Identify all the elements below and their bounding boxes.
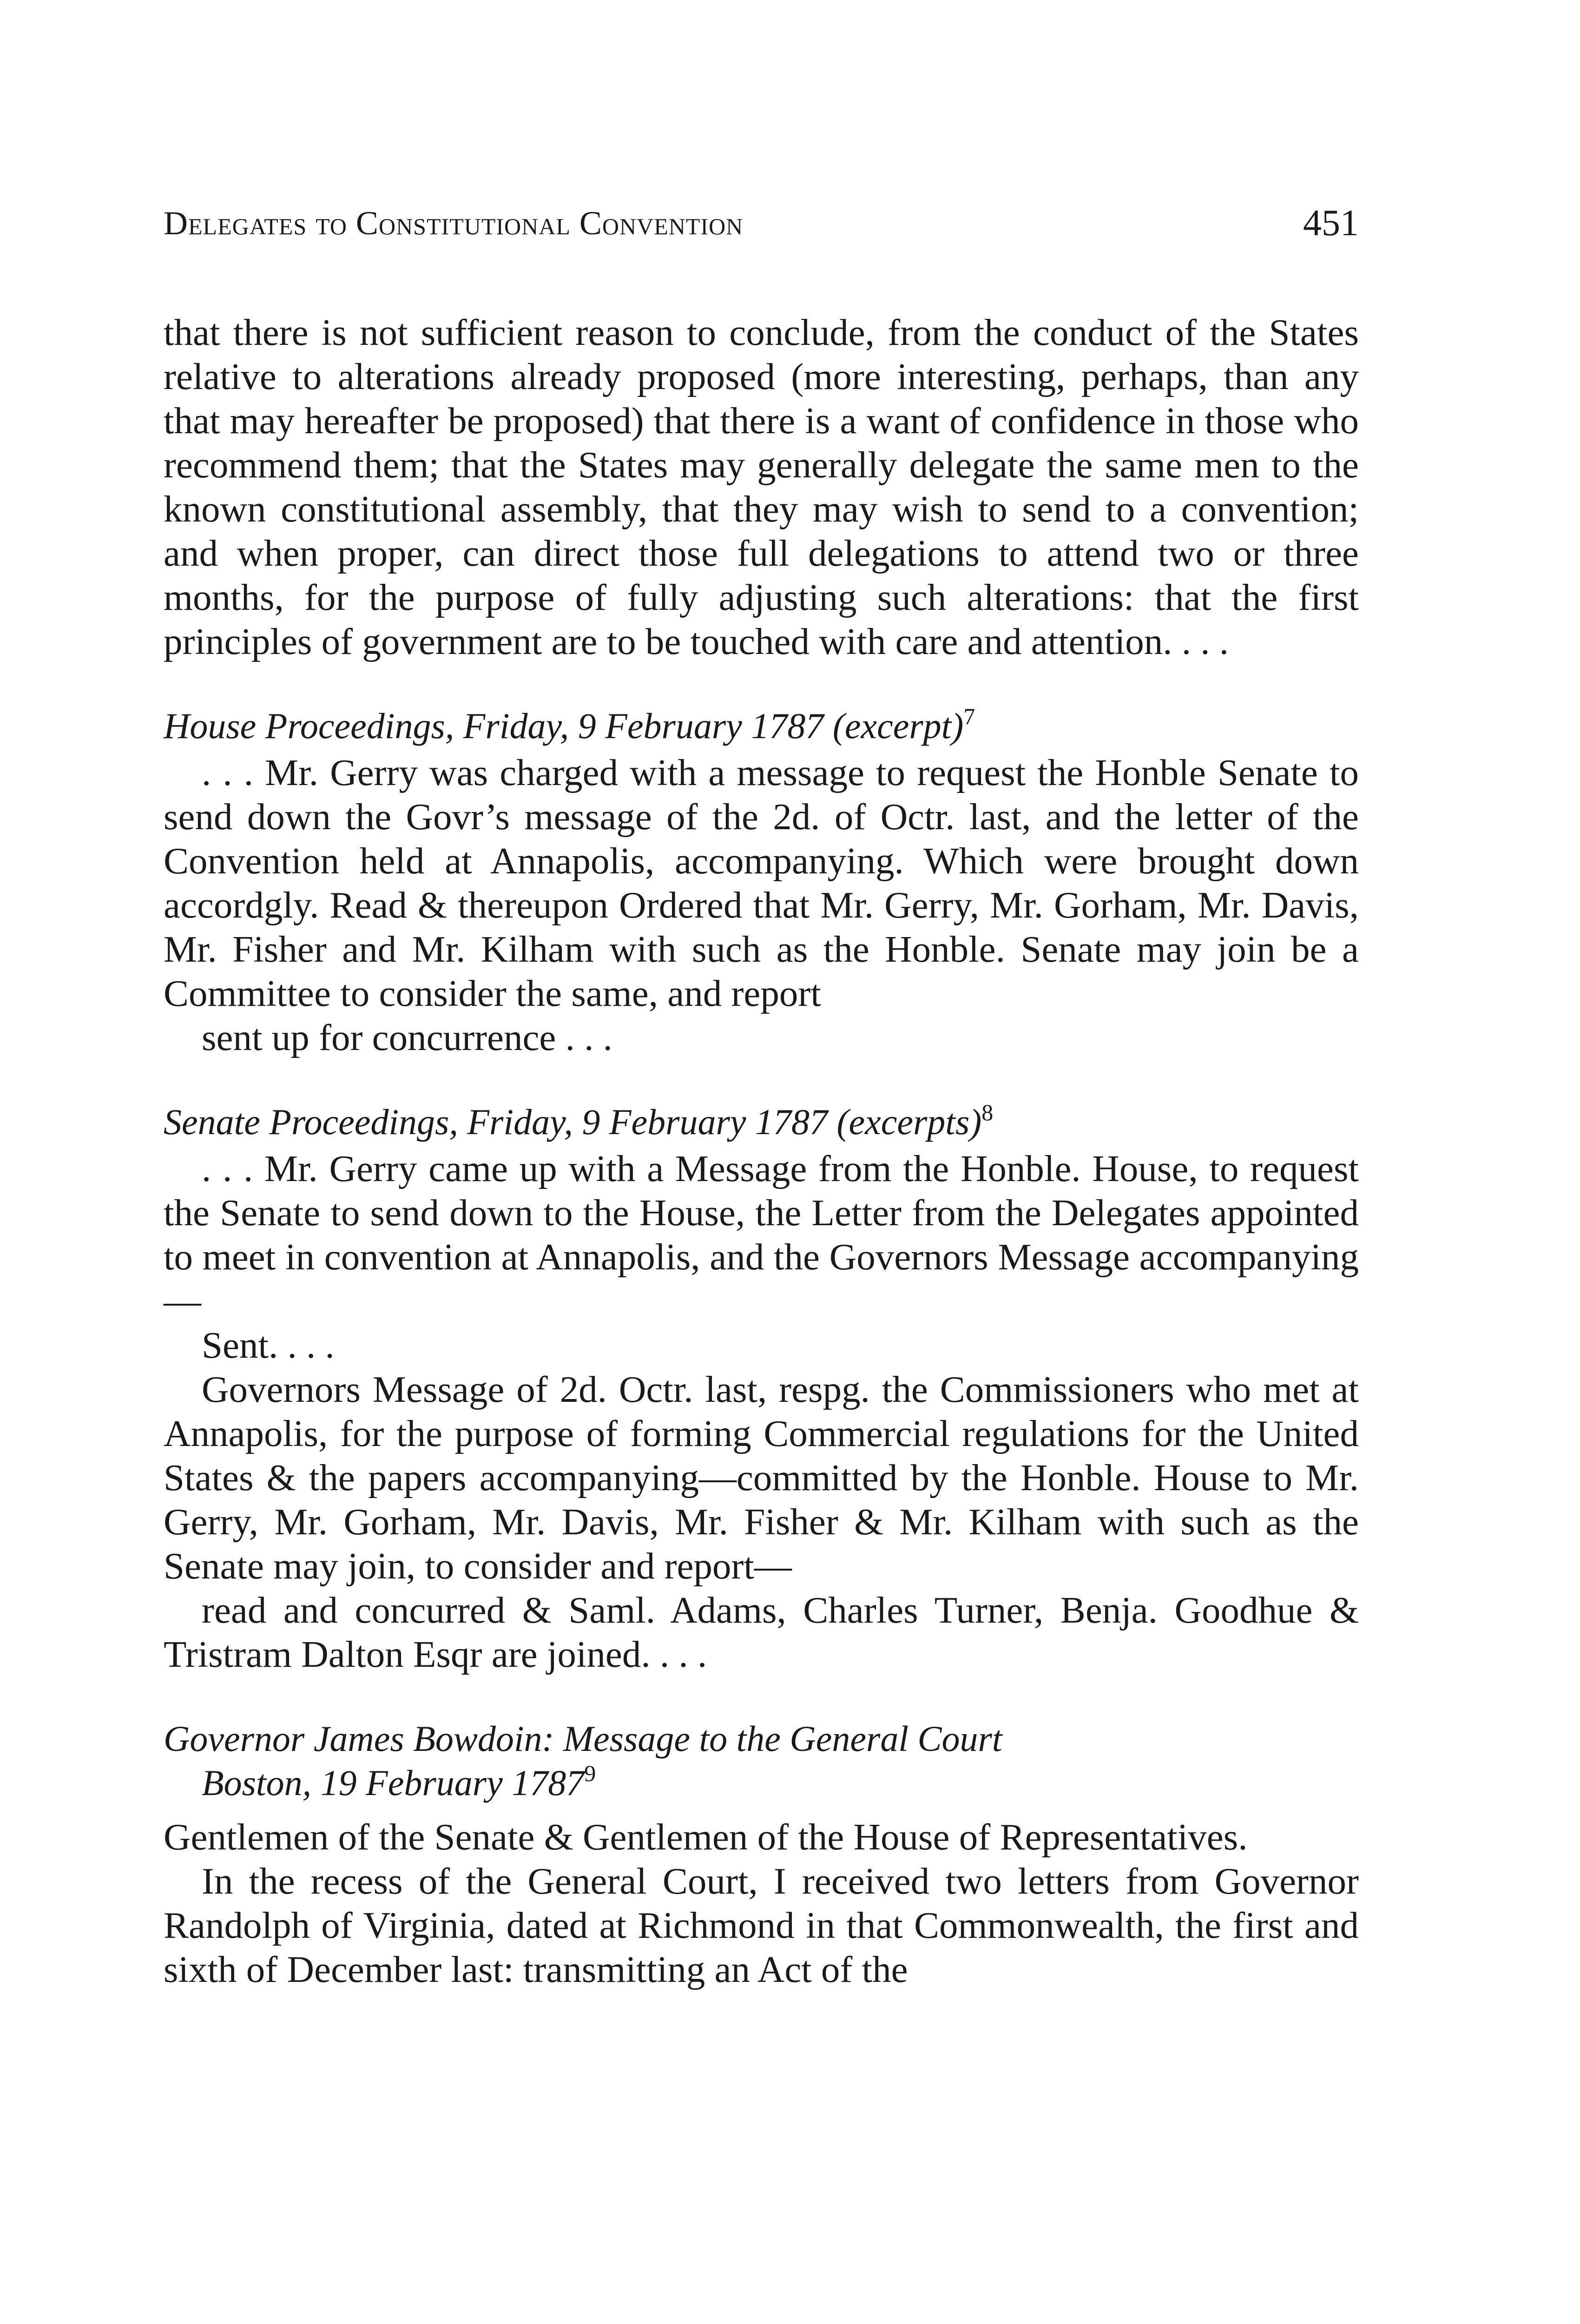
footnote-ref-8: 8	[981, 1099, 994, 1125]
document-page	[164, 200, 1359, 1992]
section-heading-senate-text: Senate Proceedings, Friday, 9 February 1787 (excerpts)	[164, 1102, 982, 1142]
footnote-ref-9: 9	[584, 1760, 596, 1786]
footnote-ref-7: 7	[963, 703, 975, 729]
body-text	[164, 310, 1359, 1992]
senate-paragraph-1: . . . Mr. Gerry came up with a Message from the Honble. House, to request the Senate to send down to the House, the Letter from the Delegates appointed to meet in convention at Annapolis, and the Governors Message accompanying—	[164, 1148, 1359, 1322]
dateline-text: Boston, 19 February 1787	[202, 1763, 585, 1803]
senate-paragraph-3: Governors Message of 2d. Octr. last, respg. the Commissioners who met at Annapolis, for the purpose of forming Commercial regulations for the United States & the papers accompanying—committed by the Honble. House to Mr. Gerry, Mr. Gorham, Mr. Davis, Mr. Fisher & Mr. Kilham with such as the Senate may join, to consider and report—	[164, 1368, 1359, 1587]
salutation: Gentlemen of the Senate & Gentlemen of the House of Representatives.	[164, 1816, 1248, 1858]
running-head	[164, 200, 1359, 251]
house-paragraph-2: sent up for concurrence . . .	[202, 1017, 612, 1058]
running-head-title: Delegates to Constitutional Convention	[164, 205, 744, 242]
section-heading-governor-text: Governor James Bowdoin: Message to the General Court	[164, 1718, 1002, 1759]
section-heading-governor	[164, 1717, 1359, 1805]
page-number: 451	[1303, 203, 1359, 244]
house-paragraph-1: . . . Mr. Gerry was charged with a message to request the Honble Senate to send down the Govr’s message of the 2d. of Octr. last, and the letter of the Convention held at Annapolis, accompanying. Which were brought down accordgly. Read & thereupon Ordered that Mr. Gerry, Mr. Gorham, Mr. Davis, Mr. Fisher and Mr. Kilham with such as the Honble. Senate may join be a Committee to consider the same, and report	[164, 752, 1359, 1014]
senate-paragraph-2: Sent. . . .	[202, 1324, 335, 1366]
section-heading-house-text: House Proceedings, Friday, 9 February 1787 (excerpt)	[164, 706, 964, 746]
section-heading-senate	[164, 1100, 1359, 1144]
governor-paragraph-1: In the recess of the General Court, I received two letters from Governor Randolph of Virginia, dated at Richmond in that Commonwealth, the first and sixth of December last: transmitting an Act of the	[164, 1860, 1359, 1990]
section-heading-house	[164, 704, 1359, 748]
senate-paragraph-4: read and concurred & Saml. Adams, Charles Turner, Benja. Goodhue & Tristram Dalton Esqr are joined. . . .	[164, 1589, 1359, 1675]
paragraph-continued: that there is not sufficient reason to conclude, from the conduct of the States relative to alterations already proposed (more interesting, perhaps, than any that may hereafter be proposed) that there is a want of confidence in those who recommend them; that the States may generally delegate the same men to the known constitutional assembly, that they may wish to send to a convention; and when proper, can direct those full delegations to attend two or three months, for the purpose of fully adjusting such alterations: that the first principles of government are to be touched with care and attention. . . .	[164, 311, 1359, 662]
dateline	[164, 1761, 1359, 1805]
